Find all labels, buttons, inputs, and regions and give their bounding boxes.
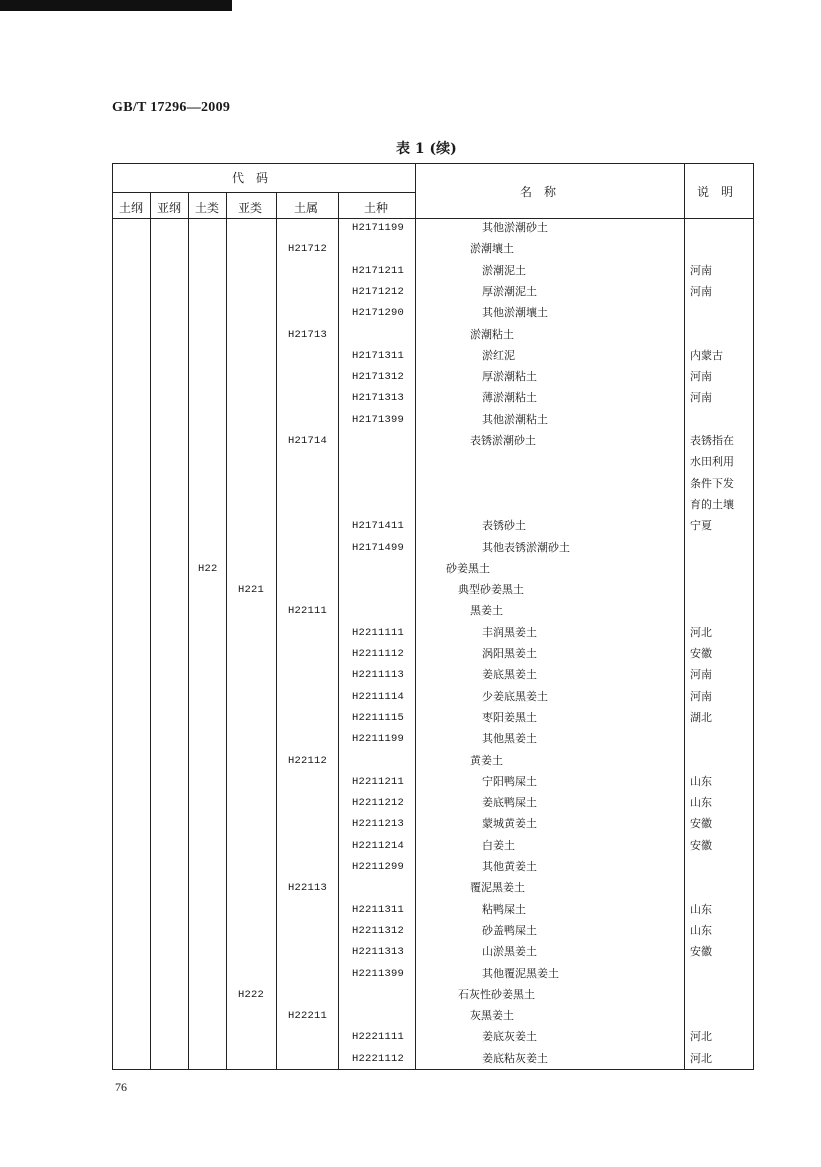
col-border-4 [276, 192, 277, 1070]
row-note: 安徽 [690, 838, 712, 852]
row-code: H22 [198, 562, 218, 575]
header-subgroup: 亚类 [238, 201, 263, 215]
col-border-left [112, 163, 113, 1070]
row-name: 表锈砂土 [482, 519, 526, 533]
row-name: 粘鸭屎土 [482, 902, 526, 916]
row-name: 其他覆泥黑姜土 [482, 966, 559, 980]
row-code: H2211213 [352, 818, 405, 831]
row-name: 其他淤潮砂土 [482, 221, 548, 234]
row-code: H22111 [288, 605, 328, 618]
header-group: 土类 [195, 201, 220, 215]
row-note: 山东 [690, 796, 712, 810]
row-name: 厚淤潮粘土 [482, 370, 537, 384]
row-code: H2211313 [352, 946, 405, 959]
row-note: 河北 [690, 625, 712, 639]
row-note: 河南 [690, 263, 712, 277]
row-name: 淤潮泥土 [482, 263, 526, 277]
row-name: 姜底粘灰姜土 [482, 1051, 548, 1065]
row-code: H2211311 [352, 903, 405, 916]
header-species: 土种 [364, 201, 389, 215]
row-code: H222 [238, 988, 265, 1001]
row-name: 黑姜土 [470, 604, 503, 618]
col-border-2 [188, 192, 189, 1070]
row-name: 淤红泥 [482, 348, 515, 362]
row-note: 河南 [690, 284, 712, 298]
row-note: 山东 [690, 902, 712, 916]
table-top-border [112, 163, 754, 164]
row-code: H2221112 [352, 1052, 405, 1065]
row-name: 砂盖鸭屎土 [482, 923, 537, 937]
row-name: 其他黄姜土 [482, 860, 537, 873]
row-name: 淤潮粘土 [470, 327, 514, 341]
row-note: 条件下发 [690, 476, 734, 490]
row-name: 典型砂姜黑土 [458, 583, 524, 597]
row-name: 灰黑姜土 [470, 1009, 514, 1023]
row-code: H221 [238, 584, 265, 597]
row-code: H2211113 [352, 669, 405, 682]
row-name: 表锈淤潮砂土 [470, 434, 536, 447]
scan-edge-bar [0, 0, 232, 11]
row-code: H2171199 [352, 222, 405, 234]
row-note: 宁夏 [690, 519, 712, 533]
table-bottom-border [112, 1069, 754, 1070]
row-name: 涡阳黑姜土 [482, 647, 537, 660]
row-name: 姜底鸭屎土 [482, 796, 537, 810]
row-code: H2171211 [352, 264, 405, 277]
row-name: 其他黑姜土 [482, 732, 537, 746]
col-border-3 [226, 192, 227, 1070]
table-title: 表 1 (续) [396, 141, 457, 157]
row-note: 湖北 [690, 710, 712, 724]
row-code: H2211211 [352, 775, 405, 788]
row-code: H22113 [288, 882, 328, 895]
row-code: H21712 [288, 243, 328, 256]
row-name: 蒙城黄姜土 [482, 817, 537, 831]
row-note: 河南 [690, 391, 712, 405]
row-code: H2211115 [352, 711, 405, 724]
header-name: 名 称 [520, 185, 557, 199]
row-note: 水田利用 [690, 455, 734, 469]
row-note: 河南 [690, 689, 712, 703]
row-code: H2171313 [352, 392, 405, 405]
row-name: 姜底灰姜土 [482, 1030, 537, 1044]
row-name: 薄淤潮粘土 [482, 391, 537, 405]
header-suborder: 亚纲 [157, 201, 182, 215]
row-code: H2211214 [352, 839, 405, 852]
row-code: H2171499 [352, 541, 405, 554]
row-code: H21714 [288, 435, 328, 447]
row-name: 宁阳鸭屎土 [482, 774, 537, 788]
col-border-1 [150, 192, 151, 1070]
header-note: 说 明 [697, 185, 734, 199]
row-name: 淤潮壤土 [470, 242, 514, 256]
row-code: H2211299 [352, 861, 405, 873]
row-code: H2211114 [352, 690, 405, 703]
row-code: H2171399 [352, 413, 405, 426]
row-name: 黄姜土 [470, 753, 503, 767]
row-code: H2171290 [352, 307, 405, 320]
row-note: 安徽 [690, 945, 712, 959]
row-note: 表锈指在 [690, 434, 734, 447]
row-code: H2211399 [352, 967, 405, 980]
standard-number: GB/T 17296—2009 [112, 100, 231, 115]
row-code: H21713 [288, 328, 328, 341]
col-border-right [753, 163, 754, 1070]
row-code: H2211312 [352, 924, 405, 937]
row-name: 少姜底黑姜土 [482, 689, 548, 703]
row-code: H22112 [288, 754, 328, 767]
row-name: 枣阳姜黑土 [482, 710, 537, 724]
header-family: 土属 [294, 201, 319, 215]
row-note: 安徽 [690, 817, 712, 831]
row-note: 河南 [690, 668, 712, 682]
row-name: 其他淤潮粘土 [482, 412, 548, 426]
row-code: H2171311 [352, 349, 405, 362]
row-name: 其他表锈淤潮砂土 [482, 540, 570, 554]
row-name: 厚淤潮泥土 [482, 284, 537, 298]
row-code: H2211199 [352, 733, 405, 746]
row-code: H22211 [288, 1010, 328, 1023]
row-note: 河北 [690, 1051, 712, 1065]
page-number: 76 [115, 1080, 127, 1094]
row-name: 山淤黑姜土 [482, 945, 537, 959]
row-code: H2171411 [352, 520, 405, 533]
row-code: H2211111 [352, 626, 405, 639]
row-code: H2211112 [352, 648, 405, 660]
col-border-6 [415, 163, 416, 1070]
row-code: H2211212 [352, 797, 405, 810]
row-name: 丰润黑姜土 [482, 625, 537, 639]
col-border-7 [684, 163, 685, 1070]
row-code: H2171212 [352, 285, 405, 298]
row-note: 河北 [690, 1030, 712, 1044]
row-code: H2221111 [352, 1031, 405, 1044]
header-bottom-border [112, 218, 754, 219]
row-name: 姜底黑姜土 [482, 668, 537, 682]
row-note: 山东 [690, 923, 712, 937]
col-border-5 [338, 192, 339, 1070]
row-name: 其他淤潮壤土 [482, 306, 548, 320]
header-order: 土纲 [119, 201, 144, 215]
header-code-group: 代 码 [232, 171, 269, 185]
classification-table [112, 163, 754, 1070]
code-group-divider [112, 192, 415, 193]
row-note: 育的土壤 [690, 497, 734, 511]
row-note: 山东 [690, 774, 712, 788]
row-note: 安徽 [690, 647, 712, 660]
row-code: H2171312 [352, 371, 405, 384]
row-name: 白姜土 [482, 838, 515, 852]
row-note: 内蒙古 [690, 348, 723, 362]
row-note: 河南 [690, 370, 712, 384]
row-name: 砂姜黑土 [446, 561, 490, 575]
row-name: 覆泥黑姜土 [470, 881, 525, 895]
row-name: 石灰性砂姜黑土 [458, 987, 535, 1001]
